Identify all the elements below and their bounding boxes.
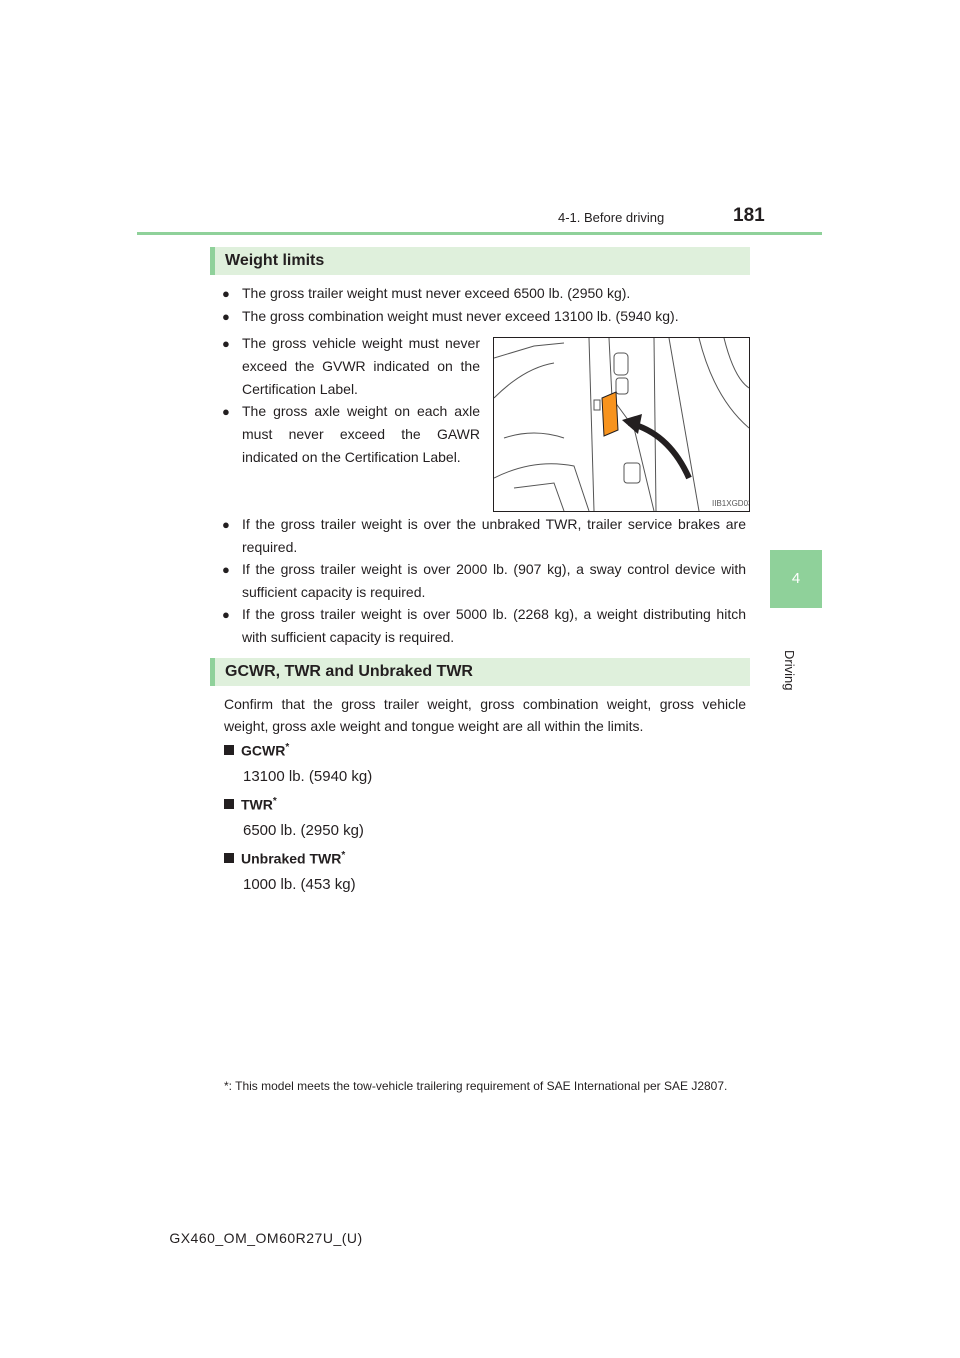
- chapter-number: 4: [791, 570, 801, 587]
- figure-code: IIB1XGD03: [712, 499, 749, 508]
- unbraked-twr-item: [224, 850, 345, 867]
- unbraked-twr-label: Unbraked TWR: [241, 850, 342, 867]
- bullet-dot-icon: ●: [222, 562, 230, 577]
- twr-label: TWR: [241, 796, 273, 813]
- bullet-dot-icon: ●: [222, 286, 230, 301]
- bullet-item: [222, 558, 746, 604]
- bullet-dot-icon: ●: [222, 404, 230, 419]
- gcwr-heading: [210, 658, 750, 686]
- gcwr-title: GCWR, TWR and Unbraked TWR: [225, 663, 473, 680]
- document-code: GX460_OM_OM60R27U_(U): [169, 1230, 363, 1246]
- header-rule: [137, 232, 822, 235]
- bullet-text: The gross combination weight must never exceed 13100 lb. (5940 kg).: [242, 308, 679, 324]
- page-number: 181: [733, 205, 765, 226]
- bullet-item: [222, 513, 746, 559]
- square-bullet-icon: [224, 799, 234, 809]
- unbraked-twr-value: 1000 lb. (453 kg): [243, 876, 356, 893]
- header-section-title: 4-1. Before driving: [558, 210, 665, 225]
- bullet-item: [222, 332, 480, 401]
- door-pillar-drawing: [494, 338, 749, 511]
- asterisk-mark: *: [272, 796, 277, 807]
- gcwr-label: GCWR: [241, 742, 286, 759]
- weight-limits-heading: [210, 247, 750, 275]
- footnote: *: This model meets the tow-vehicle trailering requirement of SAE International per SAE J2807.: [224, 1079, 728, 1093]
- bullet-text: If the gross trailer weight is over the unbraked TWR, trailer service brakes are required.: [242, 516, 746, 555]
- gcwr-intro: Confirm that the gross trailer weight, gross combination weight, gross vehicle weight, gross axle weight and tongue weight are all within the limits.: [224, 696, 746, 734]
- bullet-dot-icon: ●: [222, 607, 230, 622]
- square-bullet-icon: [224, 853, 234, 863]
- certification-label-illustration: [493, 337, 750, 512]
- bullet-item: [222, 305, 746, 328]
- square-bullet-icon: [224, 745, 234, 755]
- chapter-tab[interactable]: [770, 550, 822, 608]
- asterisk-mark: *: [285, 742, 290, 753]
- bullet-item: [222, 400, 480, 469]
- chapter-label: Driving: [782, 650, 797, 691]
- bullet-dot-icon: ●: [222, 336, 230, 351]
- asterisk-mark: *: [341, 850, 346, 861]
- bullet-item: [222, 603, 746, 649]
- gcwr-value: 13100 lb. (5940 kg): [243, 768, 373, 785]
- bullet-text: The gross trailer weight must never exceed 6500 lb. (2950 kg).: [242, 285, 631, 301]
- bullet-text: The gross axle weight on each axle must never exceed the GAWR indicated on the Certification Label.: [242, 403, 480, 465]
- weight-limits-title: Weight limits: [225, 252, 325, 269]
- bullet-item: [222, 282, 746, 305]
- bullet-dot-icon: ●: [222, 309, 230, 324]
- twr-item: [224, 796, 277, 813]
- twr-value: 6500 lb. (2950 kg): [243, 822, 364, 839]
- bullet-text: If the gross trailer weight is over 2000 lb. (907 kg), a sway control device with sufficient capacity is required.: [242, 561, 746, 600]
- bullet-text: If the gross trailer weight is over 5000 lb. (2268 kg), a weight distributing hitch with sufficient capacity is required.: [242, 606, 746, 645]
- bullet-dot-icon: ●: [222, 517, 230, 532]
- bullet-text: The gross vehicle weight must never exceed the GVWR indicated on the Certification Label.: [242, 335, 480, 397]
- certification-label-marker: [602, 392, 618, 436]
- gcwr-item: [224, 742, 289, 759]
